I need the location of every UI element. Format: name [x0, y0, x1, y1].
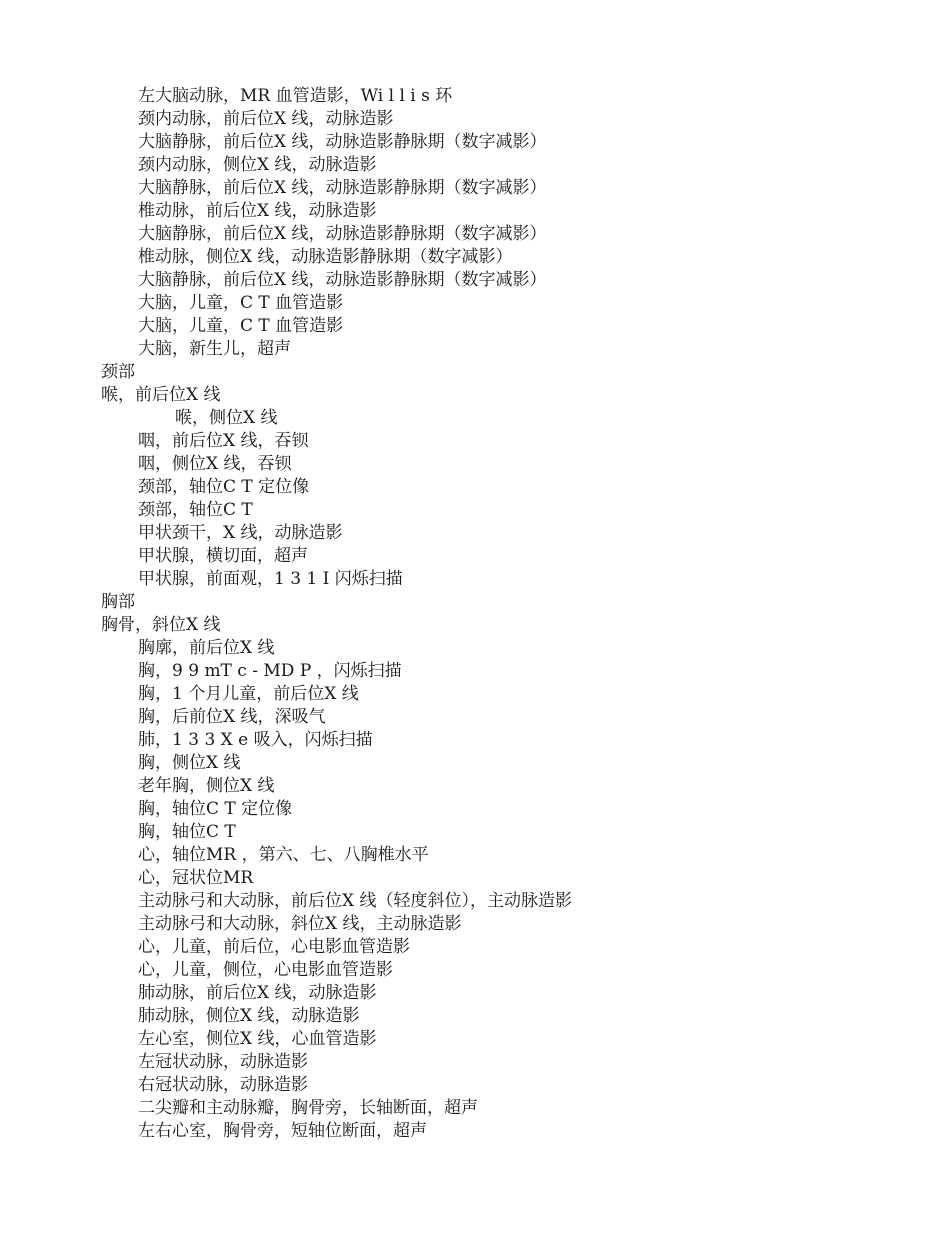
- index-entry: 椎动脉，侧位X 线，动脉造影静脉期（数字减影）: [138, 247, 513, 267]
- index-entry: 二尖瓣和主动脉瓣，胸骨旁，长轴断面，超声: [138, 1098, 478, 1118]
- index-entry: 左冠状动脉，动脉造影: [138, 1052, 308, 1072]
- index-entry: 右冠状动脉，动脉造影: [138, 1075, 308, 1095]
- index-entry: 胸，轴位C T 定位像: [138, 799, 293, 819]
- section-heading: 喉，前后位X 线: [101, 385, 221, 405]
- index-entry: 大脑，儿童，C T 血管造影: [138, 293, 344, 313]
- index-entry: 大脑，新生儿，超声: [138, 339, 291, 359]
- index-entry: 大脑静脉，前后位X 线，动脉造影静脉期（数字减影）: [138, 178, 547, 198]
- index-entry: 肺动脉，前后位X 线，动脉造影: [138, 983, 377, 1003]
- index-entry: 心，轴位MR ，第六、七、八胸椎水平: [138, 845, 429, 865]
- index-entry: 心，儿童，前后位，心电影血管造影: [138, 937, 410, 957]
- index-entry: 胸，轴位C T: [138, 822, 236, 842]
- index-entry: 颈部，轴位C T 定位像: [138, 477, 310, 497]
- index-entry: 肺动脉，侧位X 线，动脉造影: [138, 1006, 360, 1026]
- index-entry: 颈部，轴位C T: [138, 500, 253, 520]
- index-entry: 胸，后前位X 线，深吸气: [138, 707, 326, 727]
- index-entry: 左大脑动脉，MR 血管造影，Wi l l i s 环: [138, 86, 453, 106]
- section-heading: 颈部: [101, 362, 135, 382]
- index-entry: 心，冠状位MR: [138, 868, 254, 888]
- index-entry: 左心室，侧位X 线，心血管造影: [138, 1029, 377, 1049]
- index-entry: 胸，1 个月儿童，前后位X 线: [138, 684, 359, 704]
- index-entry: 大脑静脉，前后位X 线，动脉造影静脉期（数字减影）: [138, 132, 547, 152]
- index-entry: 咽，侧位X 线，吞钡: [138, 454, 292, 474]
- index-entry: 老年胸，侧位X 线: [138, 776, 275, 796]
- index-entry: 左右心室，胸骨旁，短轴位断面，超声: [138, 1121, 427, 1141]
- index-entry: 颈内动脉，侧位X 线，动脉造影: [138, 155, 377, 175]
- index-entry: 主动脉弓和大动脉，前后位X 线（轻度斜位），主动脉造影: [138, 891, 573, 911]
- index-entry: 胸廓，前后位X 线: [138, 638, 275, 658]
- index-entry: 胸，侧位X 线: [138, 753, 241, 773]
- index-entry: 大脑，儿童，C T 血管造影: [138, 316, 344, 336]
- index-entry: 颈内动脉，前后位X 线，动脉造影: [138, 109, 394, 129]
- index-entry: 主动脉弓和大动脉，斜位X 线，主动脉造影: [138, 914, 462, 934]
- index-entry: 喉，侧位X 线: [175, 408, 278, 428]
- index-entry: 甲状腺，横切面，超声: [138, 546, 308, 566]
- index-entry: 椎动脉，前后位X 线，动脉造影: [138, 201, 377, 221]
- index-entry: 肺，1 3 3 X e 吸入，闪烁扫描: [138, 730, 373, 750]
- section-heading: 胸部: [101, 592, 135, 612]
- index-entry: 大脑静脉，前后位X 线，动脉造影静脉期（数字减影）: [138, 224, 547, 244]
- index-entry: 大脑静脉，前后位X 线，动脉造影静脉期（数字减影）: [138, 270, 547, 290]
- index-entry: 甲状腺，前面观，1 3 1 I 闪烁扫描: [138, 569, 403, 589]
- index-entry: 胸，9 9 mT c - MD P ，闪烁扫描: [138, 661, 402, 681]
- section-heading: 胸骨，斜位X 线: [101, 615, 221, 635]
- index-entry: 甲状颈干，X 线，动脉造影: [138, 523, 343, 543]
- index-entry: 咽，前后位X 线，吞钡: [138, 431, 309, 451]
- index-list: [101, 85, 921, 1143]
- index-entry: 心，儿童，侧位，心电影血管造影: [138, 960, 393, 980]
